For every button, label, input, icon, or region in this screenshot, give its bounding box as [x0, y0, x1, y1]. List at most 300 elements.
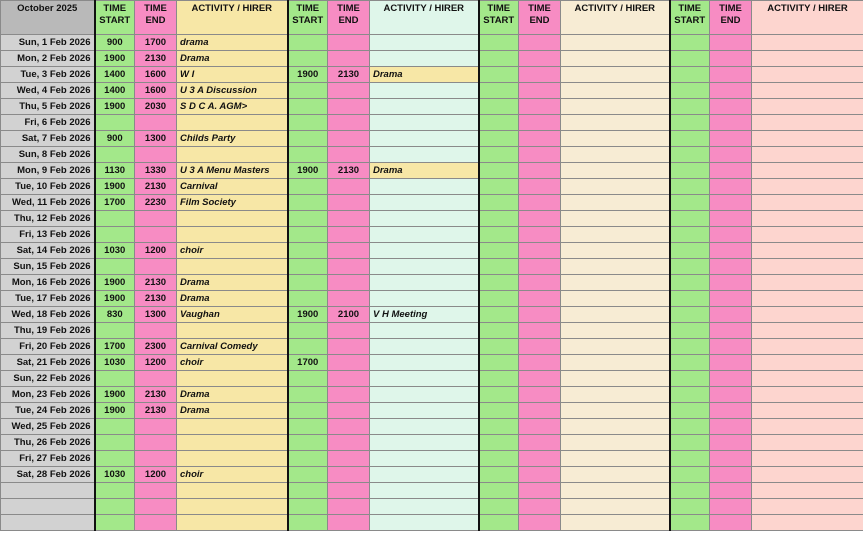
time-end-cell[interactable]: [710, 35, 752, 51]
activity-cell[interactable]: [370, 451, 479, 467]
time-end-header-2[interactable]: TIME END: [328, 1, 370, 35]
activity-header-3[interactable]: ACTIVITY / HIRER: [561, 1, 670, 35]
time-end-cell[interactable]: [328, 371, 370, 387]
time-start-cell[interactable]: [288, 435, 328, 451]
activity-cell[interactable]: [370, 435, 479, 451]
time-end-cell[interactable]: [519, 435, 561, 451]
time-start-cell[interactable]: [95, 451, 135, 467]
time-start-cell[interactable]: [479, 67, 519, 83]
time-start-cell[interactable]: [670, 211, 710, 227]
time-start-cell[interactable]: [479, 451, 519, 467]
time-end-cell[interactable]: 1200: [135, 243, 177, 259]
time-start-cell[interactable]: [479, 371, 519, 387]
activity-cell[interactable]: [370, 499, 479, 515]
activity-cell[interactable]: [752, 419, 863, 435]
activity-cell[interactable]: [561, 115, 670, 131]
activity-cell[interactable]: [370, 99, 479, 115]
time-end-cell[interactable]: 1300: [135, 131, 177, 147]
time-start-cell[interactable]: [288, 275, 328, 291]
time-end-cell[interactable]: [135, 211, 177, 227]
time-start-cell[interactable]: [670, 403, 710, 419]
time-start-cell[interactable]: [288, 259, 328, 275]
activity-cell[interactable]: [370, 115, 479, 131]
time-end-cell[interactable]: [710, 355, 752, 371]
time-end-cell[interactable]: [519, 339, 561, 355]
time-end-cell[interactable]: [328, 387, 370, 403]
time-start-cell[interactable]: [95, 147, 135, 163]
time-end-cell[interactable]: [710, 435, 752, 451]
activity-cell[interactable]: [561, 211, 670, 227]
time-end-cell[interactable]: [328, 515, 370, 531]
time-start-cell[interactable]: [670, 467, 710, 483]
time-end-cell[interactable]: [135, 499, 177, 515]
activity-cell[interactable]: [752, 227, 863, 243]
date-cell[interactable]: Thu, 5 Feb 2026: [1, 99, 95, 115]
time-end-cell[interactable]: [519, 323, 561, 339]
time-start-cell[interactable]: [670, 307, 710, 323]
time-end-cell[interactable]: [328, 499, 370, 515]
time-start-cell[interactable]: [670, 419, 710, 435]
date-cell[interactable]: Sun, 1 Feb 2026: [1, 35, 95, 51]
activity-cell[interactable]: [370, 323, 479, 339]
time-end-cell[interactable]: [519, 483, 561, 499]
time-end-cell[interactable]: [519, 499, 561, 515]
activity-cell[interactable]: [752, 323, 863, 339]
time-start-cell[interactable]: [670, 451, 710, 467]
activity-cell[interactable]: [752, 483, 863, 499]
time-end-cell[interactable]: [710, 499, 752, 515]
time-end-cell[interactable]: [519, 131, 561, 147]
time-end-cell[interactable]: [328, 339, 370, 355]
time-end-cell[interactable]: [135, 419, 177, 435]
activity-cell[interactable]: [752, 435, 863, 451]
time-end-cell[interactable]: [328, 35, 370, 51]
time-start-cell[interactable]: [670, 371, 710, 387]
activity-cell[interactable]: [752, 355, 863, 371]
time-end-cell[interactable]: 2130: [135, 403, 177, 419]
time-start-cell[interactable]: [288, 227, 328, 243]
activity-cell[interactable]: Drama: [370, 163, 479, 179]
activity-cell[interactable]: [177, 515, 288, 531]
time-end-cell[interactable]: [328, 227, 370, 243]
time-end-cell[interactable]: [519, 259, 561, 275]
time-start-cell[interactable]: [479, 499, 519, 515]
activity-cell[interactable]: [752, 163, 863, 179]
date-cell[interactable]: Mon, 16 Feb 2026: [1, 275, 95, 291]
activity-cell[interactable]: [370, 467, 479, 483]
date-cell[interactable]: Tue, 17 Feb 2026: [1, 291, 95, 307]
time-start-cell[interactable]: [479, 83, 519, 99]
time-start-cell[interactable]: [670, 275, 710, 291]
time-end-cell[interactable]: [519, 371, 561, 387]
time-start-cell[interactable]: 1900: [95, 403, 135, 419]
activity-cell[interactable]: [370, 403, 479, 419]
time-end-cell[interactable]: [328, 179, 370, 195]
time-start-header-4[interactable]: TIME START: [670, 1, 710, 35]
activity-cell[interactable]: [177, 259, 288, 275]
time-start-cell[interactable]: [95, 259, 135, 275]
activity-cell[interactable]: drama: [177, 35, 288, 51]
time-start-cell[interactable]: [670, 435, 710, 451]
time-start-cell[interactable]: [670, 99, 710, 115]
time-start-cell[interactable]: [288, 179, 328, 195]
time-start-cell[interactable]: [288, 115, 328, 131]
activity-cell[interactable]: [752, 467, 863, 483]
time-end-cell[interactable]: 2130: [135, 291, 177, 307]
time-end-cell[interactable]: [328, 51, 370, 67]
activity-cell[interactable]: [561, 515, 670, 531]
activity-cell[interactable]: [561, 371, 670, 387]
activity-header-4[interactable]: ACTIVITY / HIRER: [752, 1, 863, 35]
time-start-cell[interactable]: [288, 403, 328, 419]
time-start-cell[interactable]: 900: [95, 35, 135, 51]
time-start-cell[interactable]: [288, 243, 328, 259]
date-cell[interactable]: Thu, 12 Feb 2026: [1, 211, 95, 227]
date-cell[interactable]: Wed, 18 Feb 2026: [1, 307, 95, 323]
time-start-cell[interactable]: [479, 243, 519, 259]
activity-cell[interactable]: [177, 371, 288, 387]
activity-cell[interactable]: [752, 515, 863, 531]
activity-cell[interactable]: [370, 179, 479, 195]
time-end-cell[interactable]: [519, 515, 561, 531]
time-start-cell[interactable]: [288, 83, 328, 99]
activity-cell[interactable]: Childs Party: [177, 131, 288, 147]
time-end-cell[interactable]: [328, 211, 370, 227]
time-end-cell[interactable]: 2130: [328, 67, 370, 83]
time-end-cell[interactable]: [135, 371, 177, 387]
time-start-cell[interactable]: [670, 339, 710, 355]
time-start-cell[interactable]: [670, 179, 710, 195]
time-end-cell[interactable]: [328, 99, 370, 115]
time-start-cell[interactable]: [95, 115, 135, 131]
time-end-cell[interactable]: [710, 83, 752, 99]
time-end-cell[interactable]: 1200: [135, 467, 177, 483]
time-start-cell[interactable]: [479, 131, 519, 147]
date-cell[interactable]: Mon, 2 Feb 2026: [1, 51, 95, 67]
time-end-cell[interactable]: [328, 195, 370, 211]
time-end-cell[interactable]: [135, 323, 177, 339]
activity-cell[interactable]: [561, 419, 670, 435]
activity-cell[interactable]: W I: [177, 67, 288, 83]
time-end-cell[interactable]: [519, 115, 561, 131]
time-end-cell[interactable]: [710, 179, 752, 195]
activity-cell[interactable]: [752, 387, 863, 403]
activity-cell[interactable]: [177, 419, 288, 435]
time-start-cell[interactable]: [479, 163, 519, 179]
time-start-cell[interactable]: 1700: [95, 195, 135, 211]
time-start-cell[interactable]: [288, 371, 328, 387]
time-start-cell[interactable]: 1900: [288, 307, 328, 323]
activity-cell[interactable]: [752, 67, 863, 83]
activity-cell[interactable]: choir: [177, 243, 288, 259]
time-end-cell[interactable]: [710, 227, 752, 243]
time-end-cell[interactable]: [519, 195, 561, 211]
time-end-cell[interactable]: [328, 275, 370, 291]
time-start-cell[interactable]: [95, 499, 135, 515]
time-start-cell[interactable]: [95, 227, 135, 243]
time-end-cell[interactable]: [519, 355, 561, 371]
activity-cell[interactable]: [177, 147, 288, 163]
time-start-cell[interactable]: [479, 99, 519, 115]
time-end-cell[interactable]: 1600: [135, 83, 177, 99]
activity-cell[interactable]: [561, 179, 670, 195]
date-cell[interactable]: [1, 515, 95, 531]
time-end-cell[interactable]: [519, 99, 561, 115]
time-start-cell[interactable]: [479, 35, 519, 51]
time-start-cell[interactable]: [670, 67, 710, 83]
time-start-cell[interactable]: [479, 51, 519, 67]
time-end-cell[interactable]: [328, 467, 370, 483]
date-cell[interactable]: Sun, 15 Feb 2026: [1, 259, 95, 275]
time-end-cell[interactable]: 1300: [135, 307, 177, 323]
activity-cell[interactable]: [370, 51, 479, 67]
activity-cell[interactable]: [752, 83, 863, 99]
time-start-cell[interactable]: [670, 243, 710, 259]
activity-cell[interactable]: [752, 371, 863, 387]
time-end-cell[interactable]: [135, 435, 177, 451]
date-cell[interactable]: Wed, 25 Feb 2026: [1, 419, 95, 435]
time-end-cell[interactable]: [328, 403, 370, 419]
time-end-cell[interactable]: 2130: [135, 51, 177, 67]
time-end-cell[interactable]: [710, 483, 752, 499]
activity-cell[interactable]: [561, 83, 670, 99]
activity-cell[interactable]: [370, 387, 479, 403]
time-start-cell[interactable]: [670, 291, 710, 307]
activity-cell[interactable]: [752, 131, 863, 147]
activity-cell[interactable]: [561, 243, 670, 259]
activity-cell[interactable]: Drama: [177, 387, 288, 403]
activity-cell[interactable]: [561, 435, 670, 451]
time-start-cell[interactable]: 1900: [288, 67, 328, 83]
time-start-cell[interactable]: [479, 195, 519, 211]
time-end-cell[interactable]: [519, 467, 561, 483]
activity-cell[interactable]: [752, 307, 863, 323]
time-end-cell[interactable]: 1200: [135, 355, 177, 371]
activity-cell[interactable]: [752, 403, 863, 419]
date-cell[interactable]: Tue, 10 Feb 2026: [1, 179, 95, 195]
time-start-cell[interactable]: [288, 483, 328, 499]
time-start-cell[interactable]: [670, 51, 710, 67]
time-start-cell[interactable]: [670, 259, 710, 275]
time-end-cell[interactable]: [519, 419, 561, 435]
time-end-cell[interactable]: [710, 419, 752, 435]
activity-cell[interactable]: [370, 515, 479, 531]
time-start-cell[interactable]: [670, 355, 710, 371]
time-end-cell[interactable]: [519, 275, 561, 291]
time-end-cell[interactable]: [328, 83, 370, 99]
time-end-cell[interactable]: 2300: [135, 339, 177, 355]
time-end-cell[interactable]: [519, 83, 561, 99]
time-end-cell[interactable]: 1600: [135, 67, 177, 83]
time-start-cell[interactable]: [670, 115, 710, 131]
time-end-cell[interactable]: [328, 147, 370, 163]
time-end-cell[interactable]: [710, 243, 752, 259]
activity-cell[interactable]: [561, 131, 670, 147]
time-start-cell[interactable]: [288, 339, 328, 355]
activity-cell[interactable]: Carnival: [177, 179, 288, 195]
time-end-cell[interactable]: [519, 211, 561, 227]
time-start-cell[interactable]: 1400: [95, 67, 135, 83]
time-end-cell[interactable]: [519, 35, 561, 51]
time-end-cell[interactable]: [710, 195, 752, 211]
time-start-cell[interactable]: [95, 371, 135, 387]
activity-cell[interactable]: [177, 211, 288, 227]
activity-cell[interactable]: [561, 323, 670, 339]
activity-cell[interactable]: [561, 259, 670, 275]
time-start-cell[interactable]: [479, 355, 519, 371]
activity-cell[interactable]: [370, 35, 479, 51]
time-start-cell[interactable]: 900: [95, 131, 135, 147]
activity-cell[interactable]: Carnival Comedy: [177, 339, 288, 355]
time-end-cell[interactable]: [710, 339, 752, 355]
activity-cell[interactable]: [752, 147, 863, 163]
date-cell[interactable]: Wed, 11 Feb 2026: [1, 195, 95, 211]
time-start-cell[interactable]: [670, 35, 710, 51]
activity-cell[interactable]: U 3 A Menu Masters: [177, 163, 288, 179]
time-end-cell[interactable]: [710, 51, 752, 67]
activity-cell[interactable]: [752, 99, 863, 115]
time-start-cell[interactable]: 1900: [95, 275, 135, 291]
activity-cell[interactable]: [561, 403, 670, 419]
time-start-cell[interactable]: [95, 483, 135, 499]
time-end-cell[interactable]: [519, 51, 561, 67]
time-start-cell[interactable]: 1400: [95, 83, 135, 99]
time-start-cell[interactable]: [479, 515, 519, 531]
activity-cell[interactable]: [370, 131, 479, 147]
activity-cell[interactable]: [370, 483, 479, 499]
activity-cell[interactable]: [177, 499, 288, 515]
time-start-cell[interactable]: [288, 51, 328, 67]
activity-cell[interactable]: U 3 A Discussion: [177, 83, 288, 99]
activity-cell[interactable]: [177, 483, 288, 499]
time-start-cell[interactable]: [479, 467, 519, 483]
date-cell[interactable]: Fri, 20 Feb 2026: [1, 339, 95, 355]
time-end-cell[interactable]: 2230: [135, 195, 177, 211]
time-start-cell[interactable]: [288, 147, 328, 163]
time-start-cell[interactable]: [95, 419, 135, 435]
activity-cell[interactable]: [370, 419, 479, 435]
time-end-cell[interactable]: 2130: [135, 387, 177, 403]
activity-cell[interactable]: [752, 195, 863, 211]
date-cell[interactable]: Mon, 23 Feb 2026: [1, 387, 95, 403]
activity-cell[interactable]: [561, 307, 670, 323]
time-start-cell[interactable]: [288, 291, 328, 307]
time-end-cell[interactable]: [519, 179, 561, 195]
time-end-cell[interactable]: [519, 403, 561, 419]
date-cell[interactable]: Sat, 28 Feb 2026: [1, 467, 95, 483]
time-start-cell[interactable]: [479, 435, 519, 451]
activity-cell[interactable]: [561, 451, 670, 467]
time-end-cell[interactable]: 1700: [135, 35, 177, 51]
activity-cell[interactable]: [561, 275, 670, 291]
time-end-cell[interactable]: [710, 99, 752, 115]
activity-cell[interactable]: Drama: [177, 291, 288, 307]
time-start-cell[interactable]: 1900: [95, 51, 135, 67]
time-start-cell[interactable]: [479, 227, 519, 243]
time-start-header-2[interactable]: TIME START: [288, 1, 328, 35]
time-end-cell[interactable]: [710, 67, 752, 83]
time-start-header-1[interactable]: TIME START: [95, 1, 135, 35]
time-end-cell[interactable]: [710, 307, 752, 323]
activity-cell[interactable]: Vaughan: [177, 307, 288, 323]
time-start-cell[interactable]: [288, 515, 328, 531]
time-end-cell[interactable]: [328, 355, 370, 371]
time-end-cell[interactable]: [710, 323, 752, 339]
activity-cell[interactable]: [561, 147, 670, 163]
activity-cell[interactable]: [752, 339, 863, 355]
time-end-header-4[interactable]: TIME END: [710, 1, 752, 35]
time-end-cell[interactable]: 2130: [135, 179, 177, 195]
activity-cell[interactable]: [561, 227, 670, 243]
time-end-cell[interactable]: [328, 323, 370, 339]
time-start-cell[interactable]: 1900: [95, 291, 135, 307]
activity-header-2[interactable]: ACTIVITY / HIRER: [370, 1, 479, 35]
time-start-cell[interactable]: 1030: [95, 243, 135, 259]
activity-cell[interactable]: [370, 259, 479, 275]
date-cell[interactable]: [1, 499, 95, 515]
time-start-cell[interactable]: [288, 35, 328, 51]
activity-cell[interactable]: [752, 259, 863, 275]
time-start-cell[interactable]: [288, 323, 328, 339]
activity-cell[interactable]: Drama: [177, 403, 288, 419]
time-end-cell[interactable]: [135, 451, 177, 467]
time-start-cell[interactable]: [479, 147, 519, 163]
activity-cell[interactable]: [370, 275, 479, 291]
activity-cell[interactable]: V H Meeting: [370, 307, 479, 323]
activity-cell[interactable]: [752, 179, 863, 195]
time-end-cell[interactable]: [519, 451, 561, 467]
time-start-cell[interactable]: [670, 499, 710, 515]
time-start-cell[interactable]: [479, 275, 519, 291]
time-end-cell[interactable]: [328, 291, 370, 307]
time-start-cell[interactable]: 1030: [95, 355, 135, 371]
time-start-cell[interactable]: [479, 323, 519, 339]
time-start-cell[interactable]: [288, 211, 328, 227]
time-end-cell[interactable]: [710, 115, 752, 131]
time-end-cell[interactable]: [710, 291, 752, 307]
time-start-cell[interactable]: [95, 515, 135, 531]
date-cell[interactable]: Thu, 19 Feb 2026: [1, 323, 95, 339]
date-cell[interactable]: Mon, 9 Feb 2026: [1, 163, 95, 179]
activity-cell[interactable]: choir: [177, 467, 288, 483]
time-start-cell[interactable]: [670, 131, 710, 147]
time-start-cell[interactable]: [479, 483, 519, 499]
time-start-cell[interactable]: 1900: [95, 99, 135, 115]
time-end-cell[interactable]: [710, 131, 752, 147]
time-start-cell[interactable]: [479, 291, 519, 307]
time-start-cell[interactable]: 1900: [95, 387, 135, 403]
activity-cell[interactable]: [752, 499, 863, 515]
activity-cell[interactable]: [177, 115, 288, 131]
activity-cell[interactable]: [370, 83, 479, 99]
time-start-cell[interactable]: [479, 307, 519, 323]
time-start-cell[interactable]: [670, 515, 710, 531]
time-end-cell[interactable]: [135, 483, 177, 499]
time-end-cell[interactable]: [519, 387, 561, 403]
time-start-cell[interactable]: [479, 179, 519, 195]
time-start-cell[interactable]: 1030: [95, 467, 135, 483]
time-start-cell[interactable]: [288, 419, 328, 435]
activity-cell[interactable]: [370, 227, 479, 243]
time-end-cell[interactable]: [328, 483, 370, 499]
time-end-cell[interactable]: [328, 435, 370, 451]
time-end-cell[interactable]: [519, 227, 561, 243]
time-start-cell[interactable]: [288, 467, 328, 483]
time-start-cell[interactable]: [95, 323, 135, 339]
activity-cell[interactable]: [752, 291, 863, 307]
activity-cell[interactable]: [752, 243, 863, 259]
time-start-cell[interactable]: [479, 419, 519, 435]
